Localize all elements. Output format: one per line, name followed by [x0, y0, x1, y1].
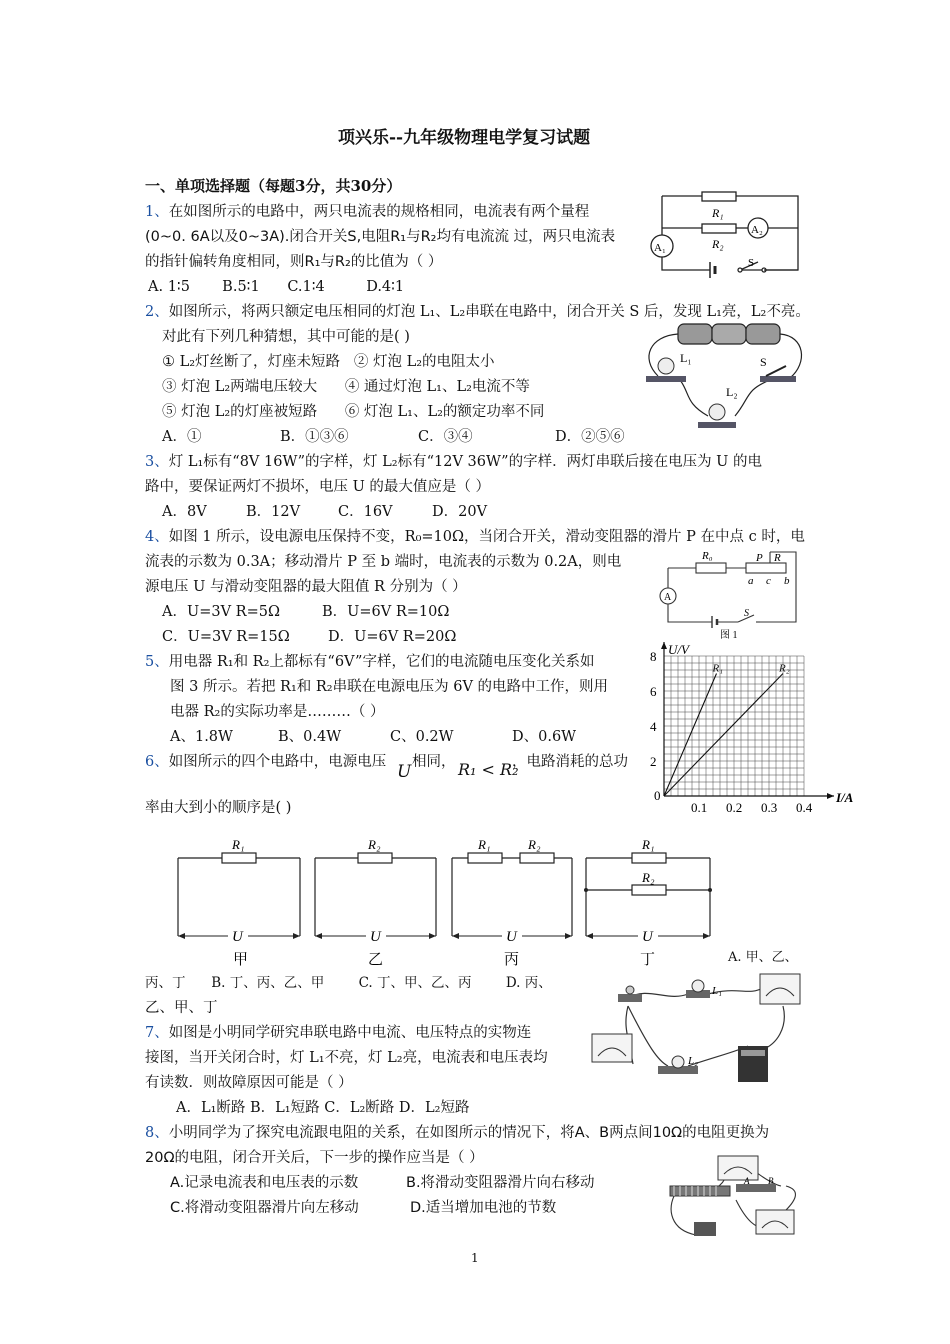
question-4-line-1: 4、如图 1 所示，设电源电压保持不变，R₀=10Ω，当闭合开关，滑动变阻器的滑片 P 在中点 c 时，电	[145, 529, 805, 545]
question-1-line-3: 的指针偏转角度相同，则R₁与R₂的比值为（ ）	[145, 254, 443, 270]
question-6-line-1: 6、如图所示的四个电路中，电源电压	[145, 754, 387, 770]
y-tick-label: 6	[650, 684, 657, 699]
option-b: B．U=6V R=10Ω	[322, 604, 450, 620]
point-c-label: c	[766, 575, 771, 587]
q1-circuit-figure	[640, 186, 810, 278]
x-tick-label: 0.1	[691, 800, 708, 815]
u-i-chart	[642, 636, 854, 815]
switch-label: S	[744, 608, 749, 619]
circuit-1-r-label: R₁	[232, 837, 245, 852]
question-1-options: A. 1∶5 B.5∶1 C.1∶4 D.4∶1	[148, 279, 405, 295]
q4-circuit-figure	[650, 546, 800, 641]
series-label-1: R₁	[712, 662, 724, 675]
slider-p-label: P	[756, 552, 763, 564]
option-d: D.适当增加电池的节数	[410, 1200, 557, 1216]
circuit-1-u-label: U	[232, 929, 243, 945]
u-symbol: U	[397, 762, 412, 782]
x-axis-label: I/A	[836, 790, 854, 805]
question-number: 1、	[145, 204, 169, 220]
point-a-label: A	[744, 1176, 750, 1186]
question-number: 6、	[145, 754, 169, 770]
page-number: 1	[471, 1251, 479, 1265]
resistance-inequality: R₁ < R₂	[458, 760, 519, 779]
question-2-line-5: ⑤ 灯泡 L₂的灯座被短路 ⑥ 灯泡 L₁、L₂的额定功率不同	[162, 404, 545, 420]
circuit-1-name: 甲	[233, 952, 249, 968]
point-a-label: a	[748, 575, 754, 587]
circuit-2-name: 乙	[368, 952, 384, 968]
question-7-line-3: 有读数．则故障原因可能是（ ）	[145, 1075, 353, 1091]
question-number: 7、	[145, 1025, 169, 1041]
question-6-options-line-2: 乙、甲、丁	[145, 1000, 218, 1016]
circuit-4-u-label: U	[642, 929, 653, 945]
option-a: A、1.8W	[170, 729, 233, 745]
option-a: A. 甲、乙、	[728, 950, 798, 965]
ammeter-label: A	[664, 592, 672, 603]
circuit-2-u-label: U	[370, 929, 381, 945]
option-b: B．12V	[246, 504, 301, 520]
option-a: A．U=3V R=5Ω	[162, 604, 280, 620]
question-2-line-3: ① L₂灯丝断了，灯座未短路 ② 灯泡 L₂的电阻太小	[162, 354, 495, 370]
lamp-1-label: L₁	[680, 351, 692, 365]
ammeter-2-label: A₂	[751, 224, 763, 236]
switch-label: S	[760, 355, 767, 369]
switch-label: S	[748, 257, 755, 269]
question-2-line-2: 对此有下列几种猜想，其中可能的是( )	[162, 329, 410, 345]
origin-label: 0	[654, 788, 661, 803]
question-6-options-line: 丙、丁 B. 丁、丙、乙、甲 C. 丁、甲、乙、丙 D. 丙、	[145, 975, 552, 991]
figure-caption: 图 1	[720, 630, 738, 641]
y-tick-label: 4	[650, 719, 657, 734]
option-c: C．16V	[338, 504, 393, 520]
q8-apparatus-figure	[656, 1150, 806, 1242]
x-axis-arrow	[827, 793, 834, 799]
question-number: 8、	[145, 1125, 169, 1141]
option-d: D、0.6W	[512, 729, 577, 745]
q7-apparatus-figure	[588, 966, 810, 1088]
circuit-3-r1-label: R₁	[478, 837, 491, 852]
q2-circuit-figure	[640, 318, 805, 440]
question-number: 3、	[145, 454, 169, 470]
circuit-3-name: 丙	[504, 952, 520, 968]
x-tick-label: 0.3	[761, 800, 778, 815]
question-number: 4、	[145, 529, 169, 545]
question-3-line-1: 3、灯 L₁标有“8V 16W”的字样，灯 L₂标有“12V 36W”的字样．两灯串联后接在电压为 U 的电	[145, 454, 763, 470]
point-b-label: B	[768, 1176, 774, 1186]
y-axis-arrow	[661, 642, 667, 649]
circuit-3-r2-label: R₂	[528, 837, 541, 852]
question-number: 5、	[145, 654, 169, 670]
question-7-line-1: 7、如图是小明同学研究串联电路中电流、电压特点的实物连	[145, 1025, 532, 1041]
option-d: D．20V	[432, 504, 488, 520]
question-7-line-2: 接图，当开关闭合时，灯 L₁不亮，灯 L₂亮，电流表和电压表均	[145, 1050, 548, 1066]
series-label-2: R₂	[779, 662, 790, 675]
option-b: B.将滑动变阻器滑片向右移动	[406, 1175, 595, 1191]
question-2-line-4: ③ 灯泡 L₂两端电压较大 ④ 通过灯泡 L₁、L₂电流不等	[162, 379, 530, 395]
page-title: 项兴乐--九年级物理电学复习试题	[338, 128, 591, 148]
option-a: A．①	[162, 429, 202, 445]
y-axis-label: U/V	[668, 642, 689, 657]
y-tick-label: 8	[650, 649, 657, 664]
question-1-line-2: (0~0. 6A以及0~3A).闭合开关S,电阻R₁与R₂均有电流流 过，两只电流表	[145, 229, 616, 245]
option-b: B．①③⑥	[280, 429, 349, 445]
question-4-line-2: 流表的示数为 0.3A；移动滑片 P 至 b 端时，电流表的示数为 0.2A，则电	[145, 554, 622, 570]
question-1-line-1: 1、在如图所示的电路中，两只电流表的规格相同，电流表有两个量程	[145, 204, 590, 220]
option-c: C、0.2W	[390, 729, 454, 745]
r2-label: R₂	[712, 237, 724, 251]
question-number: 2、	[145, 304, 169, 320]
question-6-line-2: 率由大到小的顺序是( )	[145, 800, 292, 816]
circuit-2-r-label: R₂	[368, 837, 381, 852]
question-4-line-3: 源电压 U 与滑动变阻器的最大阻值 R 分别为（ ）	[145, 579, 467, 595]
r1-label: R₁	[712, 206, 724, 220]
option-d: D．②⑤⑥	[555, 429, 625, 445]
question-7-options: A．L₁断路 B．L₁短路 C．L₂断路 D．L₂短路	[176, 1100, 470, 1116]
y-tick-label: 2	[650, 754, 657, 769]
question-6-text: 相同，	[412, 754, 456, 770]
question-2-line-1: 2、如图所示，将两只额定电压相同的灯泡 L₁、L₂串联在电路中，闭合开关 S 后，发现 L₁亮，L₂不亮。	[145, 304, 810, 320]
option-c: C．③④	[418, 429, 473, 445]
question-3-line-2: 路中，要保证两灯不损坏，电压 U 的最大值应是（ ）	[145, 479, 491, 495]
option-d: D．U=6V R=20Ω	[328, 629, 457, 645]
x-tick-label: 0.4	[796, 800, 813, 815]
x-tick-label: 0.2	[726, 800, 743, 815]
rheostat-r-label: R	[774, 552, 781, 564]
question-8-line-1: 8、小明同学为了探究电流跟电阻的关系，在如图所示的情况下，将A、B两点间10Ω的电阻更换为	[145, 1125, 770, 1141]
question-6-text: ，电路消耗的总功	[512, 754, 628, 770]
ammeter-1-label: A₁	[654, 242, 666, 254]
option-b: B、0.4W	[278, 729, 342, 745]
option-c: C.将滑动变阻器滑片向左移动	[170, 1200, 359, 1216]
question-5-line-2: 图 3 所示。若把 R₁和 R₂串联在电源电压为 6V 的电路中工作，则用	[170, 679, 609, 695]
lamp-2-label: L₂	[688, 1055, 698, 1067]
lamp-2-label: L₂	[726, 385, 738, 399]
section-heading: 一、单项选择题（每题3分，共30分）	[145, 177, 402, 195]
question-5-line-1: 5、用电器 R₁和 R₂上都标有“6V”字样，它们的电流随电压变化关系如	[145, 654, 595, 670]
circuit-4-name: 丁	[640, 952, 656, 968]
circuit-4-r1-label: R₁	[642, 837, 655, 852]
r0-label: R₀	[702, 550, 713, 562]
circuit-3-u-label: U	[506, 929, 517, 945]
circuit-4-r2-label: R₂	[642, 870, 655, 885]
option-a: A．8V	[162, 504, 207, 520]
q6-circuits-figure	[170, 834, 730, 968]
question-5-line-3: 电器 R₂的实际功率是………（ ）	[170, 704, 385, 720]
series-line-1	[664, 674, 717, 797]
point-b-label: b	[784, 575, 790, 587]
lamp-1-label: L₁	[712, 985, 722, 997]
option-c: C．U=3V R=15Ω	[162, 629, 290, 645]
series-line-2	[664, 674, 783, 797]
option-a: A.记录电流表和电压表的示数	[170, 1175, 359, 1191]
question-8-line-2: 20Ω的电阻，闭合开关后，下一步的操作应当是（ ）	[145, 1150, 484, 1166]
